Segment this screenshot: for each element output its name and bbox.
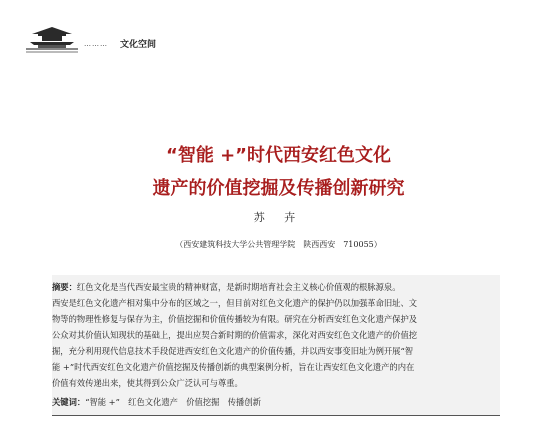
abstract-box (52, 275, 500, 416)
keywords-label: 关键词： (52, 397, 86, 407)
abstract-line: 西安是红色文化遗产相对集中分布的区域之一，但目前对红色文化遗产的保护仍以加强革命旧址、文 (52, 298, 418, 308)
pagoda-logo-icon (26, 24, 78, 54)
abstract-line: 公众对其价值认知现状的基础上，提出应契合新时期的价值需求，深化对西安红色文化遗产的价值挖 (52, 330, 418, 340)
page-header (0, 0, 557, 60)
article-title-line-1: “智能 +”时代西安红色文化 (165, 145, 391, 166)
abstract-line: 掘，充分利用现代信息技术手段促进西安红色文化遗产的价值传播，并以西安事变旧址为例开展“智 (52, 346, 414, 356)
section-dots: ……… (84, 40, 108, 48)
abstract-line: 能 +”时代西安红色文化遗产价值挖掘及传播创新的典型案例分析，旨在让西安红色文化遗产的内在 (52, 362, 415, 372)
article-title-line-2: 遗产的价值挖掘及传播创新研究 (152, 178, 405, 199)
abstract-line (52, 281, 401, 293)
abstract-label: 摘要： (52, 282, 77, 292)
section-label: 文化空间 (120, 40, 157, 50)
keywords-line (52, 396, 261, 408)
keywords-text: “智能 +” 红色文化遗产 价值挖掘 传播创新 (85, 397, 261, 407)
abstract-text: 红色文化是当代西安最宝贵的精神财富，是新时期培育社会主义核心价值观的根脉源泉。 (76, 282, 401, 292)
author-affiliation: （西安建筑科技大学公共管理学院 陕西西安 710055） (175, 240, 382, 249)
author-name: 苏 卉 (253, 211, 304, 224)
abstract-line: 价值有效传递出来，使其得到公众广泛认可与尊重。 (52, 378, 243, 388)
abstract-line: 物等的物理性修复与保存为主，价值挖掘和价值传播较为有限。研究在分析西安红色文化遗产保护及 (52, 314, 418, 324)
